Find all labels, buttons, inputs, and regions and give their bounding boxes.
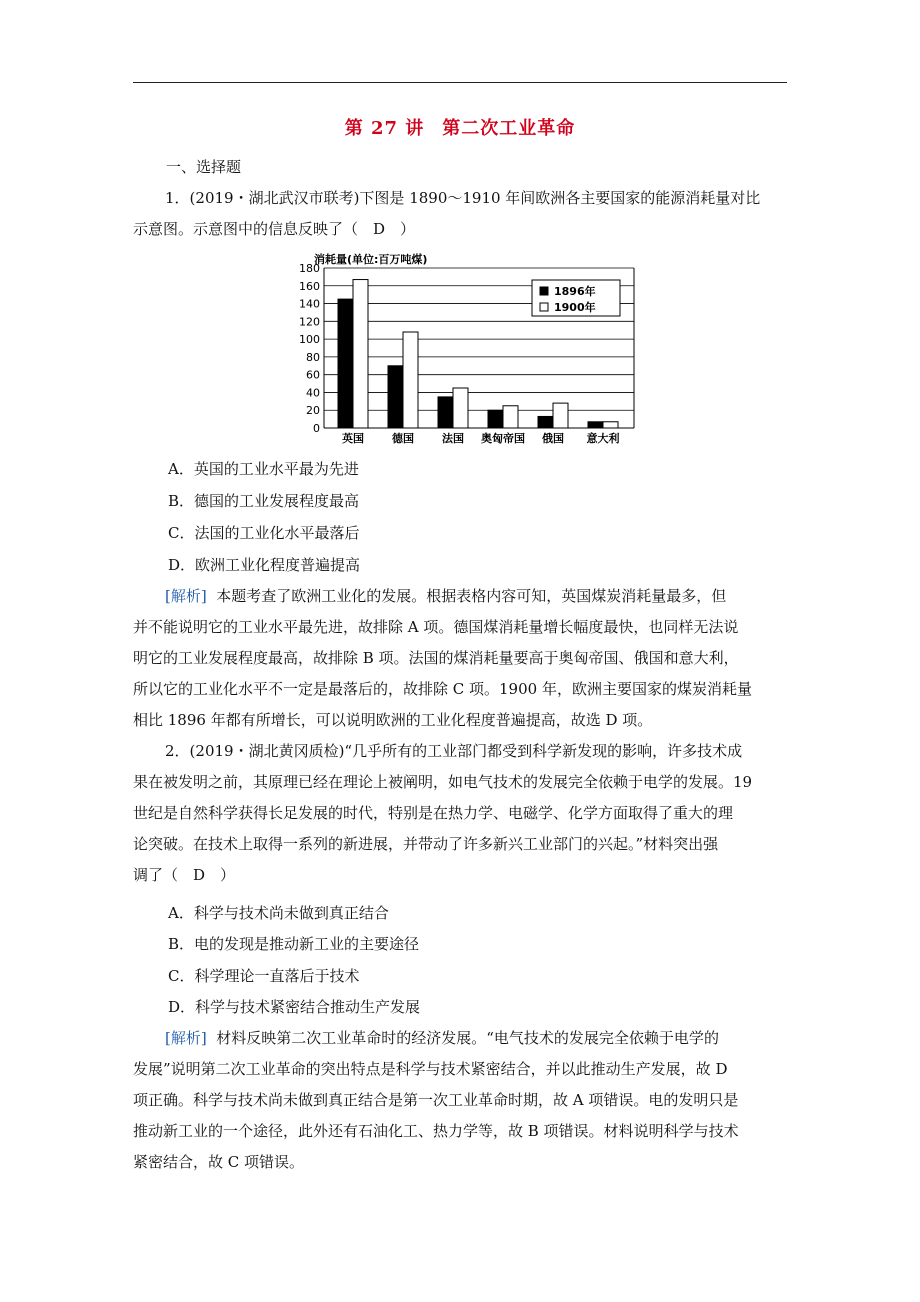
bar-1900 bbox=[503, 406, 518, 428]
q1-stem-line2: 示意图。示意图中的信息反映了（ D ） bbox=[133, 220, 416, 238]
q2-option-d: D．科学与技术紧密结合推动生产发展 bbox=[168, 998, 421, 1016]
q2-analysis-line3: 项正确。科学与技术尚未做到真正结合是第一次工业革命时期，故 A 项错误。电的发明只是 bbox=[133, 1091, 739, 1109]
x-tick-label: 意大利 bbox=[586, 432, 620, 445]
q2-option-b: B．电的发现是推动新工业的主要途径 bbox=[168, 935, 420, 953]
q2-option-a: A．科学与技术尚未做到真正结合 bbox=[168, 904, 389, 922]
bar-1900 bbox=[603, 422, 618, 428]
q2-stem-line4: 论突破。在技术上取得一系列的新进展，并带动了许多新兴工业部门的兴起。”材料突出强 bbox=[133, 835, 719, 853]
x-tick-label: 英国 bbox=[342, 432, 364, 445]
q2-stem bbox=[133, 736, 789, 891]
q1-analysis-line2: 并不能说明它的工业水平最先进，故排除 A 项。德国煤消耗量增长幅度最快，也同样无法说 bbox=[133, 618, 739, 636]
bar-1900 bbox=[453, 388, 468, 428]
y-tick-label: 40 bbox=[306, 386, 320, 400]
bar-1896 bbox=[338, 299, 353, 428]
y-axis-title: 消耗量(单位:百万吨煤) bbox=[314, 253, 428, 266]
y-tick-label: 100 bbox=[299, 333, 320, 347]
legend-swatch bbox=[540, 303, 548, 311]
q1-analysis-line4: 所以它的工业化水平不一定是最落后的，故排除 C 项。1900 年，欧洲主要国家的煤炭消耗量 bbox=[133, 680, 752, 698]
bar-1896 bbox=[538, 416, 553, 428]
lecture-number: 第 27 讲 bbox=[344, 118, 425, 139]
q1-option-a: A．英国的工业水平最为先进 bbox=[168, 460, 359, 478]
y-tick-label: 20 bbox=[306, 404, 320, 418]
q2-analysis-line2: 发展”说明第二次工业革命的突出特点是科学与技术紧密结合，并以此推动生产发展，故 D bbox=[133, 1060, 728, 1078]
page-title bbox=[0, 114, 920, 140]
q2-stem-line2: 果在被发明之前，其原理已经在理论上被阐明，如电气技术的发展完全依赖于电学的发展。19 bbox=[133, 773, 753, 791]
q1-analysis-line3: 明它的工业发展程度最高，故排除 B 项。法国的煤消耗量要高于奥匈帝国、俄国和意大利， bbox=[133, 649, 739, 667]
y-tick-label: 60 bbox=[306, 368, 320, 382]
section-heading: 一、选择题 bbox=[166, 158, 242, 176]
x-tick-label: 奥匈帝国 bbox=[481, 432, 525, 445]
x-tick-label: 德国 bbox=[392, 432, 414, 445]
bar-1896 bbox=[588, 422, 603, 428]
analysis-text: 材料反映第二次工业革命时的经济发展。“电气技术的发展完全依赖于电学的 bbox=[216, 1029, 719, 1047]
q1-option-d: D．欧洲工业化程度普遍提高 bbox=[168, 556, 361, 574]
y-tick-label: 180 bbox=[299, 262, 320, 275]
q2-analysis-line1 bbox=[133, 1023, 789, 1054]
y-tick-label: 160 bbox=[299, 279, 320, 293]
q1-option-c: C．法国的工业化水平最落后 bbox=[168, 524, 360, 542]
q2-analysis-line5: 紧密结合，故 C 项错误。 bbox=[133, 1153, 305, 1171]
q1-analysis-line1 bbox=[133, 581, 789, 612]
y-tick-label: 140 bbox=[299, 297, 320, 311]
q2-analysis bbox=[133, 1023, 789, 1178]
y-tick-label: 120 bbox=[299, 315, 320, 329]
q2-stem-line5: 调了（ D ） bbox=[133, 866, 236, 884]
analysis-tag: [解析] bbox=[165, 587, 207, 605]
q1-analysis bbox=[133, 581, 789, 736]
y-tick-label: 80 bbox=[306, 350, 320, 364]
bar-1896 bbox=[438, 397, 453, 428]
top-rule bbox=[133, 82, 787, 83]
q2-stem-line1: 2．(2019・湖北黄冈质检)“几乎所有的工业部门都受到科学新发现的影响，许多技术成 bbox=[165, 742, 743, 760]
q2-analysis-line4: 推动新工业的一个途径，此外还有石油化工、热力学等，故 B 项错误。材料说明科学与技术 bbox=[133, 1122, 739, 1140]
q2-stem-line3: 世纪是自然科学获得长足发展的时代，特别是在热力学、电磁学、化学方面取得了重大的理 bbox=[133, 804, 734, 822]
lecture-title: 第二次工业革命 bbox=[442, 118, 576, 139]
legend-swatch bbox=[540, 287, 548, 295]
q1-analysis-line5: 相比 1896 年都有所增长，可以说明欧洲的工业化程度普遍提高，故选 D 项。 bbox=[133, 711, 653, 729]
bar-1900 bbox=[403, 332, 418, 428]
bar-1900 bbox=[553, 403, 568, 428]
bar-1896 bbox=[488, 410, 503, 428]
q1-option-b: B．德国的工业发展程度最高 bbox=[168, 492, 360, 510]
q2-option-c: C．科学理论一直落后于技术 bbox=[168, 967, 360, 985]
bar-1896 bbox=[388, 366, 403, 428]
q1-stem-line1: 1．(2019・湖北武汉市联考)下图是 1890～1910 年间欧洲各主要国家的能源消耗量对比 bbox=[165, 189, 761, 207]
x-tick-label: 俄国 bbox=[542, 432, 564, 445]
analysis-text: 本题考查了欧洲工业化的发展。根据表格内容可知，英国煤炭消耗量最多，但 bbox=[216, 587, 727, 605]
bar-1900 bbox=[353, 280, 368, 428]
legend-label: 1900年 bbox=[554, 301, 596, 314]
legend-label: 1896年 bbox=[554, 285, 596, 298]
analysis-tag: [解析] bbox=[165, 1029, 207, 1047]
y-tick-label: 0 bbox=[313, 422, 320, 435]
x-tick-label: 法国 bbox=[442, 432, 464, 445]
chart-svg bbox=[292, 250, 642, 446]
energy-consumption-chart bbox=[292, 250, 642, 446]
